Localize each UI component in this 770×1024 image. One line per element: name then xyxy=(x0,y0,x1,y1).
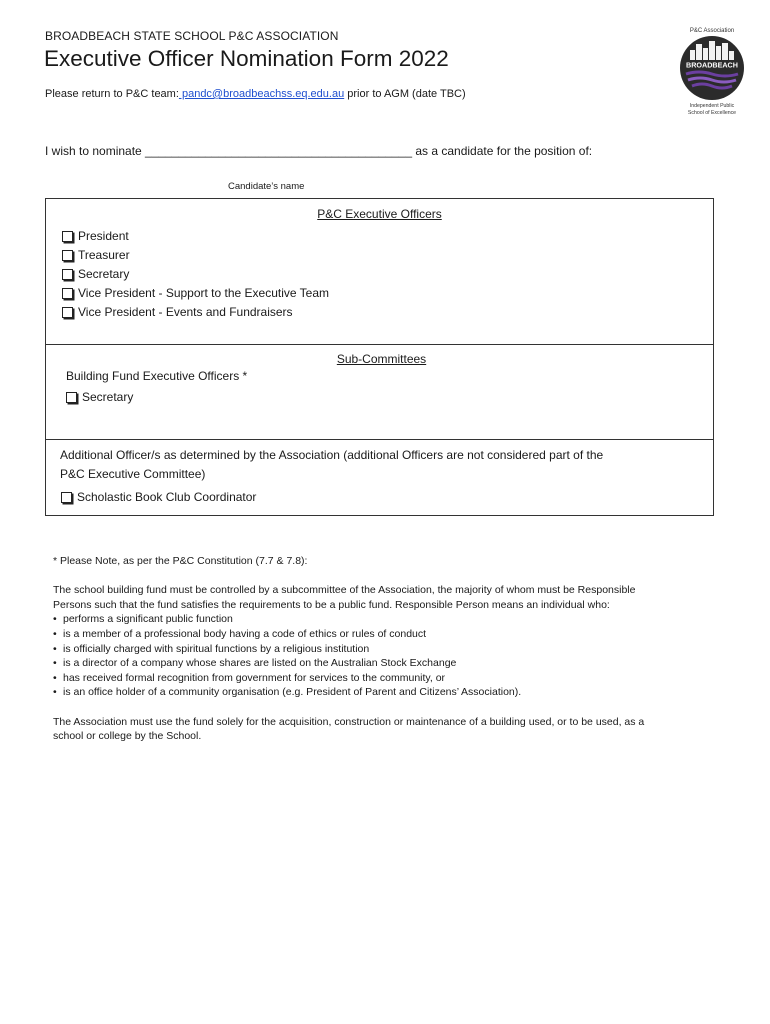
checkbox-icon[interactable] xyxy=(62,307,73,318)
option-label: Vice President - Events and Fundraisers xyxy=(78,305,293,319)
logo-top-text: P&C Association xyxy=(689,28,735,34)
bullet-text: is a member of a professional body having a code of ethics or rules of conduct xyxy=(63,627,427,640)
nomination-line: I wish to nominate ________________________________________ as a candidate for the position of: xyxy=(45,144,593,158)
option-label: Treasurer xyxy=(78,248,130,262)
logo-name: BROADBEACH xyxy=(686,60,738,70)
building-fund-heading: Building Fund Executive Officers * xyxy=(66,369,248,383)
school-logo xyxy=(676,24,748,116)
notes-intro: * Please Note, as per the P&C Constitution (7.7 & 7.8): xyxy=(53,555,308,567)
checkbox-icon[interactable] xyxy=(62,231,73,242)
executive-officers-section xyxy=(45,198,714,345)
bullet-text: is a director of a company whose shares are listed on the Australian Stock Exchange xyxy=(63,657,457,670)
additional-officers-section xyxy=(45,439,714,516)
notes-bullet xyxy=(53,685,663,700)
notes-bullet xyxy=(53,671,663,686)
candidate-name-label: Candidate’s name xyxy=(228,181,305,192)
bullet-glyph: • xyxy=(53,657,57,670)
executive-officers-heading: P&C Executive Officers xyxy=(317,207,442,221)
bullet-text: is officially charged with spiritual functions by a religious institution xyxy=(63,642,370,655)
notes-para2: The Association must use the fund solely for the acquisition, construction or maintenance of a building used, or to be used, as a school or college by the School. xyxy=(53,715,645,743)
bullet-glyph: • xyxy=(53,613,57,626)
checkbox-icon[interactable] xyxy=(66,392,77,403)
sub-committees-section xyxy=(45,344,714,440)
option-book-club-coordinator[interactable] xyxy=(61,490,256,504)
option-label: Secretary xyxy=(82,390,134,404)
option-label: Secretary xyxy=(78,267,130,281)
school-logo-graphic xyxy=(676,24,748,116)
bullet-text: is an office holder of a community organisation (e.g. President of Parent and Citizens’ Association). xyxy=(63,686,522,699)
logo-sub1: Independent Public xyxy=(689,103,735,109)
bullet-glyph: • xyxy=(53,627,57,640)
sub-committees-heading: Sub-Committees xyxy=(336,352,427,366)
option-label: Vice President - Support to the Executive Team xyxy=(78,286,330,300)
return-prefix: Please return to P&C team: xyxy=(45,88,179,100)
option-label: President xyxy=(78,229,129,243)
logo-sub2: School of Excellence xyxy=(687,110,737,116)
option-treasurer[interactable] xyxy=(62,248,130,262)
option-president[interactable] xyxy=(62,229,129,243)
checkbox-icon[interactable] xyxy=(62,269,73,280)
bullet-text: performs a significant public function xyxy=(63,613,233,626)
additional-officers-line1: Additional Officer/s as determined by the Association (additional Officers are not considered part of the xyxy=(60,448,604,462)
notes-para1: The school building fund must be controlled by a subcommittee of the Association, the majority of whom must be Responsible Persons such that the fund satisfies the requirements to be a public fund. Responsible Person means an individual who: xyxy=(53,584,636,611)
email-link[interactable]: pandc@broadbeachss.eq.edu.au xyxy=(178,88,345,100)
checkbox-icon[interactable] xyxy=(62,288,73,299)
bullet-glyph: • xyxy=(53,686,57,699)
checkbox-icon[interactable] xyxy=(62,250,73,261)
additional-officers-line2: P&C Executive Committee) xyxy=(60,467,206,481)
option-vp-events[interactable] xyxy=(62,305,293,319)
org-name: BROADBEACH STATE SCHOOL P&C ASSOCIATION xyxy=(45,29,339,43)
return-instructions xyxy=(45,88,466,100)
option-label: Scholastic Book Club Coordinator xyxy=(77,490,257,504)
bullet-text: has received formal recognition from government for services to the community, or xyxy=(63,671,446,684)
bullet-glyph: • xyxy=(53,642,57,655)
option-secretary[interactable] xyxy=(62,267,129,281)
constitution-notes xyxy=(53,554,663,744)
notes-bullet xyxy=(53,627,663,642)
option-vp-support[interactable] xyxy=(62,286,329,300)
option-building-fund-secretary[interactable] xyxy=(66,390,133,404)
checkbox-icon[interactable] xyxy=(61,492,72,503)
page-title: Executive Officer Nomination Form 2022 xyxy=(44,46,449,71)
notes-bullet xyxy=(53,612,663,627)
notes-bullet xyxy=(53,642,663,657)
bullet-glyph: • xyxy=(53,671,57,684)
notes-bullet xyxy=(53,656,663,671)
return-suffix: prior to AGM (date TBC) xyxy=(344,88,466,100)
